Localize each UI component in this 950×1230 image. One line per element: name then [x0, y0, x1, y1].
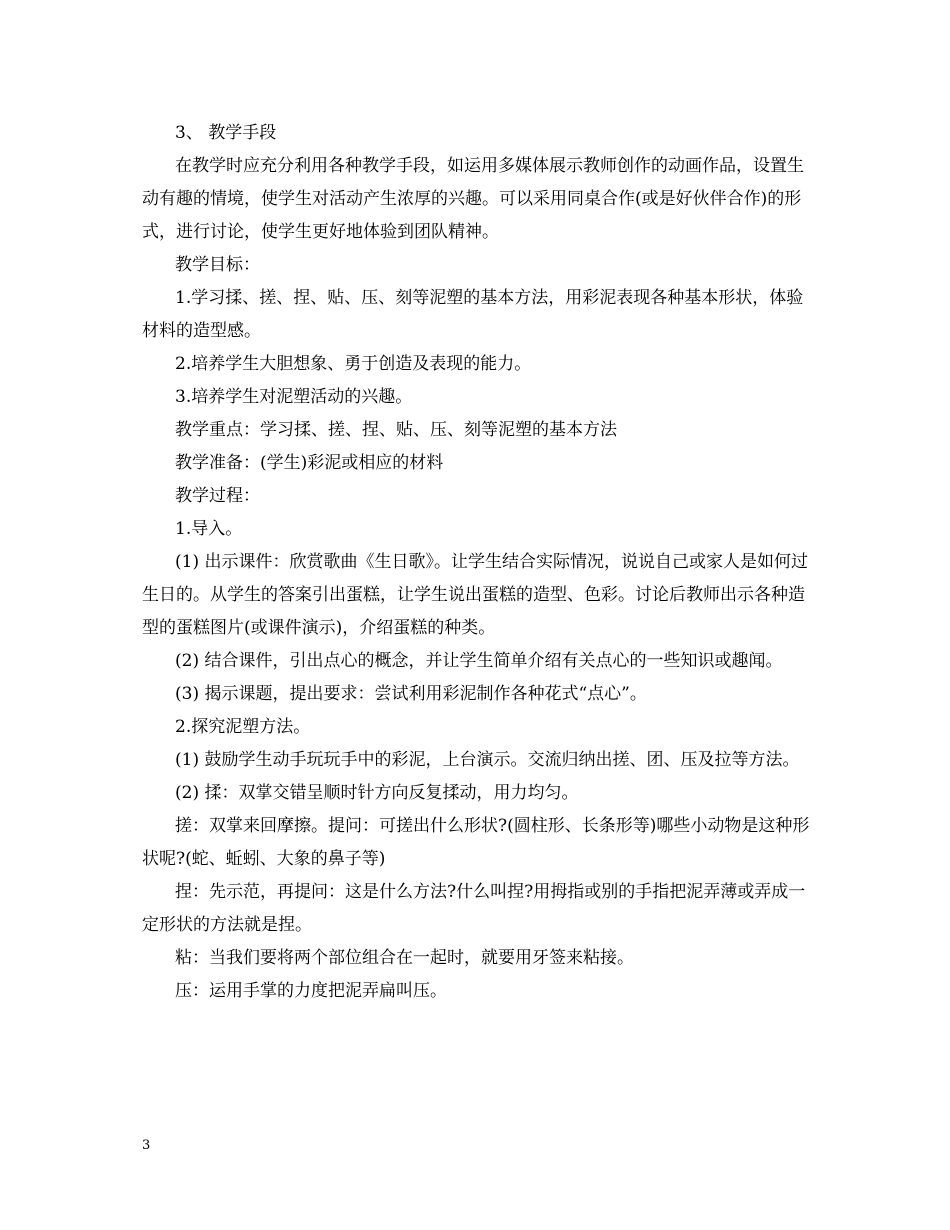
paragraph: (1) 鼓励学生动手玩玩手中的彩泥，上台演示。交流归纳出搓、团、压及拉等方法。	[175, 750, 800, 770]
section-heading: 3、 教学手段	[175, 123, 277, 143]
paragraph: (2) 结合课件，引出点心的概念，并让学生简单介绍有关点心的一些知识或趣闻。	[175, 651, 783, 671]
paragraph: 压：运用手掌的力度把泥弄扁叫压。	[175, 981, 447, 1001]
paragraph: 1.学习揉、搓、捏、贴、压、刻等泥塑的基本方法，用彩泥表现各种基本形状，体验材料的造型感。	[142, 288, 804, 341]
paragraph: 教学准备：(学生)彩泥或相应的材料	[175, 453, 444, 473]
paragraph: 捏：先示范，再提问：这是什么方法?什么叫捏?用拇指或别的手指把泥弄薄或弄成一定形状的方法就是捏。	[142, 882, 806, 935]
paragraph: 教学过程：	[175, 486, 260, 506]
paragraph: 3.培养学生对泥塑活动的兴趣。	[175, 387, 413, 407]
paragraph: 教学重点：学习揉、搓、捏、贴、压、刻等泥塑的基本方法	[175, 420, 617, 440]
paragraph: 2.探究泥塑方法。	[175, 717, 311, 737]
paragraph: (3) 揭示课题，提出要求：尝试利用彩泥制作各种花式“点心”。	[175, 684, 647, 704]
paragraph: 在教学时应充分利用各种教学手段，如运用多媒体展示教师创作的动画作品，设置生动有趣的情境，使学生对活动产生浓厚的兴趣。可以采用同桌合作(或是好伙伴合作)的形式，进行讨论，使学生更好地体验到团队精神。	[142, 156, 804, 242]
paragraph: 1.导入。	[175, 519, 243, 539]
paragraph: 粘：当我们要将两个部位组合在一起时，就要用牙签来粘接。	[175, 948, 634, 968]
paragraph: 2.培养学生大胆想象、勇于创造及表现的能力。	[175, 354, 532, 374]
paragraph: 教学目标：	[175, 255, 260, 275]
document-body	[142, 117, 817, 1008]
paragraph: (2) 揉：双掌交错呈顺时针方向反复揉动，用力均匀。	[175, 783, 579, 803]
page-number: 3	[142, 1138, 151, 1153]
paragraph: 搓：双掌来回摩擦。提问：可搓出什么形状?(圆柱形、长条形等)哪些小动物是这种形状呢?(蛇、蚯蚓、大象的鼻子等)	[142, 816, 810, 869]
paragraph: (1) 出示课件：欣赏歌曲《生日歌》。让学生结合实际情况，说说自己或家人是如何过生日的。从学生的答案引出蛋糕，让学生说出蛋糕的造型、色彩。讨论后教师出示各种造型的蛋糕图片(或课件演示)，介绍蛋糕的种类。	[142, 552, 808, 638]
